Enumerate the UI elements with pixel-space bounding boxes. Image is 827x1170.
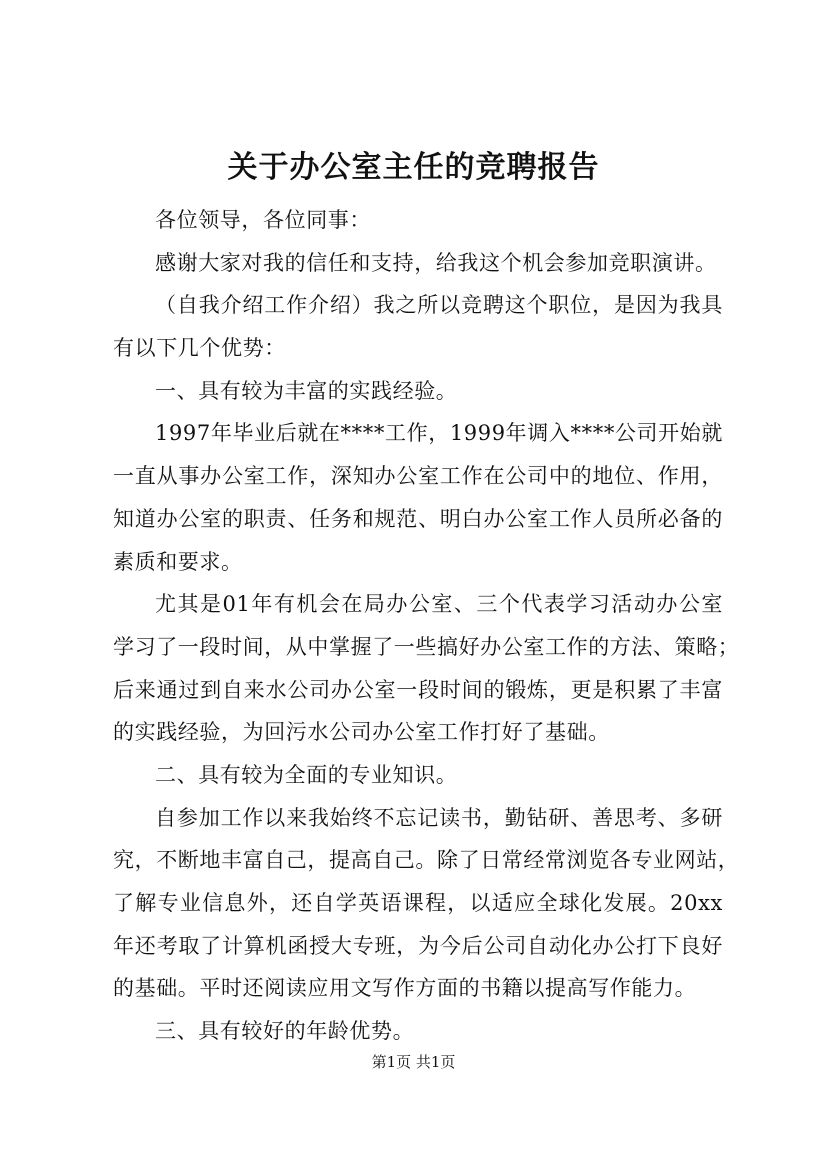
paragraph-line: 后来通过到自来水公司办公室一段时间的锻炼，更是积累了丰富 [113, 677, 723, 702]
paragraph-line: 素质和要求。 [113, 549, 243, 574]
paragraph-line: 的实践经验，为回污水公司办公室工作打好了基础。 [113, 720, 610, 745]
page-footer: 第1页 共1页 [371, 1053, 456, 1071]
section-heading-3: 三、具有较好的年龄优势。 [155, 1019, 415, 1044]
paragraph-line: 一直从事办公室工作，深知办公室工作在公司中的地位、作用， [113, 464, 723, 489]
document-body [113, 199, 740, 1053]
paragraph-line: 了解专业信息外，还自学英语课程，以适应全球化发展。20xx [113, 891, 723, 915]
paragraph-line: 1997年毕业后就在****工作，1999年调入****公司开始就 [155, 421, 723, 446]
paragraph-line: 年还考取了计算机函授大专班，为今后公司自动化办公打下良好 [113, 933, 723, 958]
paragraph-line: 知道办公室的职责、任务和规范、明白办公室工作人员所必备的 [113, 506, 723, 531]
paragraph-line: 尤其是01年有机会在局办公室、三个代表学习活动办公室 [155, 592, 723, 617]
section-heading-1: 一、具有较为丰富的实践经验。 [155, 378, 458, 403]
paragraph-line: （自我介绍工作介绍）我之所以竞聘这个职位，是因为我具 [155, 293, 723, 318]
section-heading-2: 二、具有较为全面的专业知识。 [155, 762, 458, 787]
paragraph-line: 学习了一段时间，从中掌握了一些搞好办公室工作的方法、策略； [113, 634, 740, 659]
paragraph-line: 感谢大家对我的信任和支持，给我这个机会参加竞职演讲。 [155, 250, 717, 275]
paragraph-line: 究，不断地丰富自己，提高自己。除了日常经常浏览各专业网站， [113, 848, 740, 873]
document-title: 关于办公室主任的竞聘报告 [227, 150, 600, 185]
paragraph-line: 有以下几个优势： [113, 336, 286, 361]
paragraph-line: 自参加工作以来我始终不忘记读书，勤钻研、善思考、多研 [155, 805, 723, 830]
paragraph-line: 的基础。平时还阅读应用文写作方面的书籍以提高写作能力。 [113, 976, 697, 1001]
paragraph-salutation: 各位领导，各位同事： [155, 208, 371, 232]
